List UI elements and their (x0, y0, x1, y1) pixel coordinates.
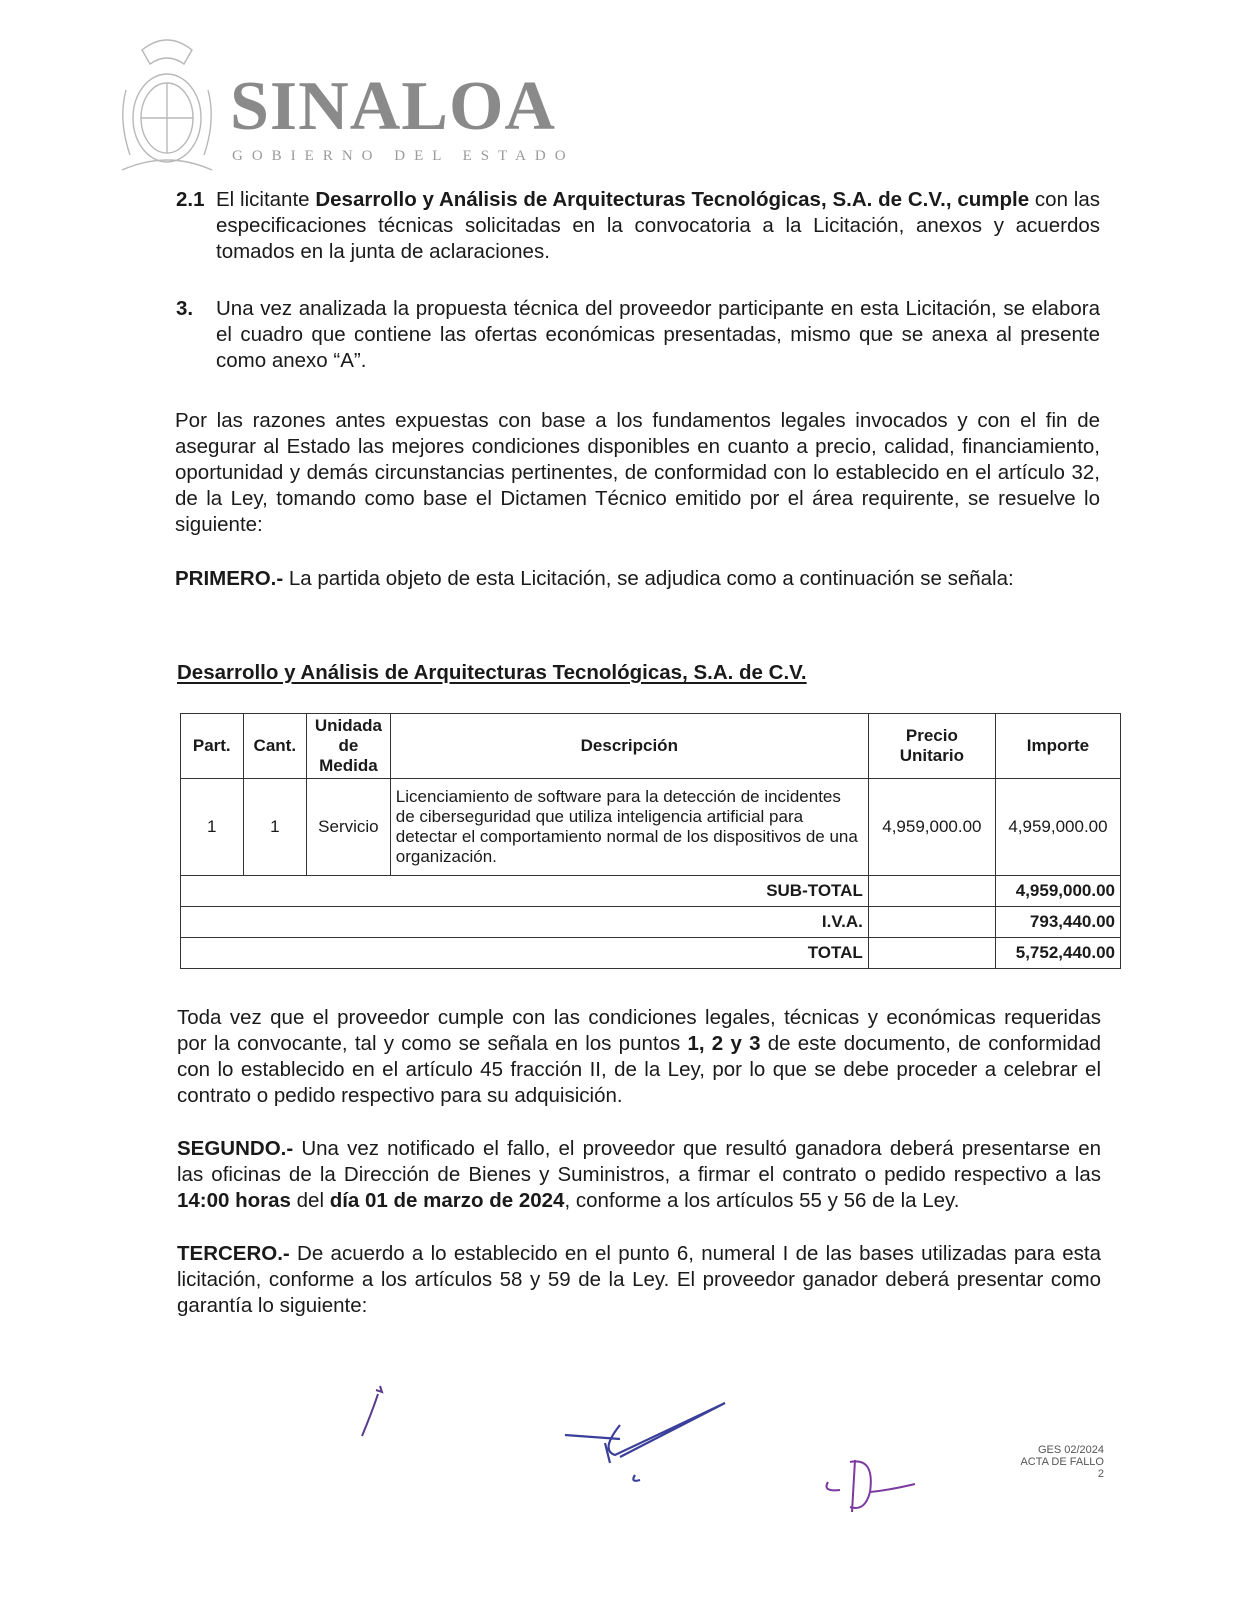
compliance-paragraph (177, 1005, 1101, 1109)
cell-cant: 1 (243, 779, 307, 876)
compliance-part1: Toda vez que el proveedor cumple con las condiciones legales, técnicas y económicas requeridas por la convocante, tal y como se señala en los puntos (177, 1006, 1101, 1055)
point-2-1-rest: con las especificaciones técnicas solicitadas en la convocatoria a la Licitación, anexos y acuerdos tomados en la junta de aclaraciones. (216, 188, 1100, 263)
total-label: TOTAL (181, 938, 869, 969)
awarded-company-heading: Desarrollo y Análisis de Arquitecturas Tecnológicas, S.A. de C.V. (177, 661, 807, 684)
iva-empty (868, 907, 995, 938)
compliance-part2: de este documento, de conformidad con lo establecido en el artículo 45 fracción II, de la Ley, por lo que se debe proceder a celebrar el contrato o pedido respectivo para su adquisición. (177, 1032, 1102, 1107)
subtotal-label: SUB-TOTAL (181, 876, 869, 907)
cell-part: 1 (181, 779, 244, 876)
footer-code: GES 02/2024 (1037, 1444, 1104, 1456)
primero-text: La partida objeto de esta Licitación, se adjudica como a continuación se señala: (283, 567, 1014, 590)
header-unidad: Unidada de Medida (307, 714, 391, 779)
table-header-row (181, 714, 1121, 779)
footer-doc: ACTA DE FALLO (1020, 1456, 1104, 1468)
segundo-time: 14:00 horas (177, 1189, 291, 1212)
tercero-text: De acuerdo a lo establecido en el punto 6, numeral I de las bases utilizadas para esta licitación, conforme a los artículos 58 y 59 de la Ley. El proveedor ganador deberá presentar como garantía lo siguiente: (177, 1242, 1101, 1317)
point-2-1-prefix: El licitante (216, 188, 316, 211)
segundo-paragraph (177, 1136, 1101, 1214)
cell-importe: 4,959,000.00 (995, 779, 1120, 876)
state-logo (112, 30, 582, 180)
point-3-text: Una vez analizada la propuesta técnica del proveedor participante en esta Licitación, se elabora el cuadro que contiene las ofertas económicas presentadas, mismo que se anexa al presente como anexo “A”. (216, 297, 1100, 372)
header-precio: Precio Unitario (868, 714, 995, 779)
page-footer (1000, 1444, 1104, 1480)
compliance-points: 1, 2 y 3 (687, 1032, 761, 1055)
total-row (181, 938, 1121, 969)
reasons-paragraph: Por las razones antes expuestas con base a los fundamentos legales invocados y con el fin de asegurar al Estado las mejores condiciones disponibles en cuanto a precio, calidad, financiamiento, oportunidad y demás circunstancias pertinentes, de conformidad con lo establecido en el artículo 32, de la Ley, tomando como base el Dictamen Técnico emitido por el área requirente, se resuelve lo siguiente: (175, 409, 1100, 536)
point-2-1-company: Desarrollo y Análisis de Arquitecturas Tecnológicas, S.A. de C.V., cumple (315, 188, 1030, 211)
iva-row (181, 907, 1121, 938)
primero-paragraph (175, 566, 1100, 592)
header-cant: Cant. (243, 714, 307, 779)
point-2-1-text (216, 187, 1100, 265)
signature-initial-2 (820, 1452, 920, 1522)
primero-label: PRIMERO.- (175, 567, 284, 590)
header-importe: Importe (995, 714, 1120, 779)
tercero-label: TERCERO.- (177, 1242, 290, 1265)
award-table (180, 713, 1121, 969)
iva-label: I.V.A. (181, 907, 869, 938)
header-descripcion: Descripción (390, 714, 868, 779)
footer-page: 2 (1097, 1468, 1104, 1480)
subtotal-value: 4,959,000.00 (995, 876, 1120, 907)
coat-of-arms-icon (112, 30, 222, 180)
segundo-date: día 01 de marzo de 2024 (329, 1189, 565, 1212)
total-value: 5,752,440.00 (995, 938, 1120, 969)
brand-subtitle: GOBIERNO DEL ESTADO (232, 148, 575, 164)
point-2-1-number: 2.1 (176, 188, 205, 211)
cell-descripcion: Licenciamiento de software para la detección de incidentes de ciberseguridad que utiliza inteligencia artificial para detectar el comportamiento normal de los dispositivos de una organización. (390, 779, 868, 876)
total-empty (868, 938, 995, 969)
segundo-part1: Una vez notificado el fallo, el proveedor que resultó ganadora deberá presentarse en las oficinas de la Dirección de Bienes y Suministros, a firmar el contrato o pedido respectivo a las (177, 1137, 1101, 1186)
cell-unidad: Servicio (307, 779, 391, 876)
header-part: Part. (181, 714, 244, 779)
tercero-paragraph (177, 1241, 1101, 1319)
signature-initial-1 (352, 1382, 392, 1442)
subtotal-empty (868, 876, 995, 907)
brand-title: SINALOA (230, 68, 556, 145)
table-row (181, 779, 1121, 876)
segundo-part3: , conforme a los artículos 55 y 56 de la Ley. (564, 1189, 960, 1212)
segundo-label: SEGUNDO.- (177, 1137, 294, 1160)
signature-main (560, 1395, 740, 1490)
iva-value: 793,440.00 (995, 907, 1120, 938)
segundo-part2: del (290, 1189, 330, 1212)
subtotal-row (181, 876, 1121, 907)
cell-precio: 4,959,000.00 (868, 779, 995, 876)
point-3-number: 3. (176, 297, 194, 320)
